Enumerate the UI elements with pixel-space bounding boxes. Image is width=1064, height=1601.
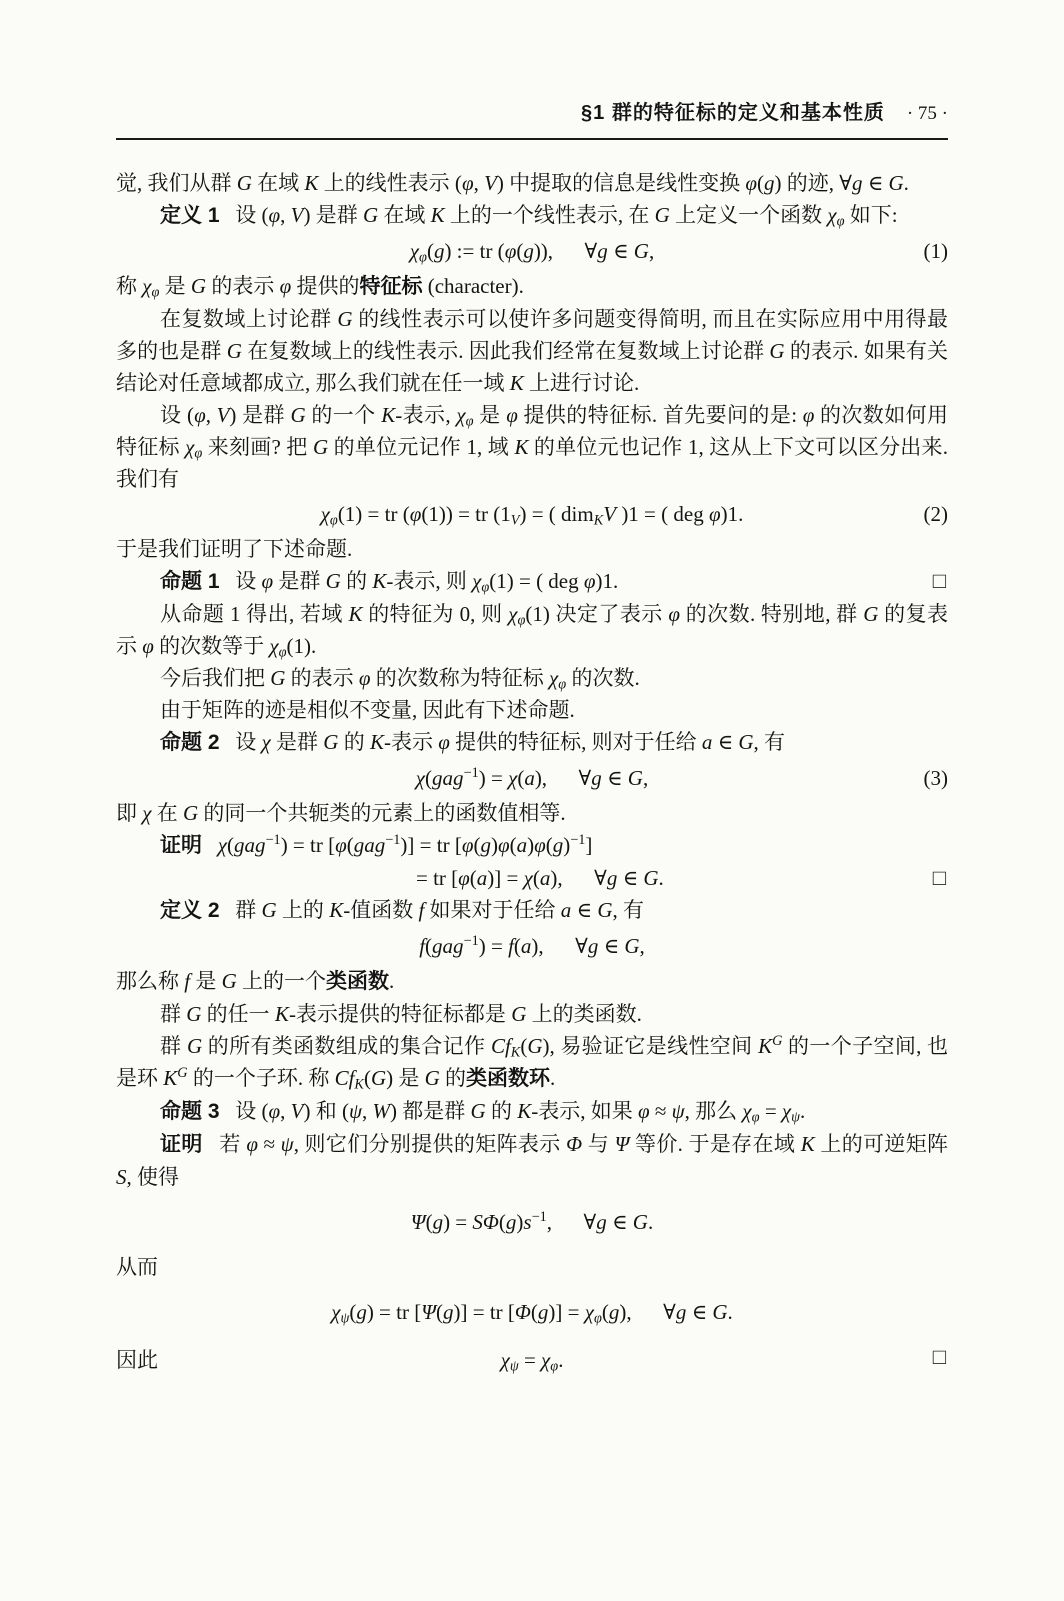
display-equation — [116, 495, 948, 533]
paragraph-text: 觉, 我们从群 G 在域 K 上的线性表示 (φ, V) 中提取的信息是线性变换 φ(g) 的迹, ∀g ∈ G. — [116, 171, 909, 195]
paragraph — [116, 399, 948, 495]
paragraph — [116, 270, 948, 303]
equation-content: f(gag$^{-1}$) = f(a), ∀g ∈ G, — [419, 933, 645, 958]
paragraph — [116, 797, 948, 829]
paragraph — [116, 965, 948, 998]
equation-content: $\chi_\psi(g)$ = tr [Ψ(g)] = tr $[\Phi(g)] = \chi_\varphi(g)$, ∀g ∈ G. — [331, 1300, 733, 1327]
paragraph-text: 在复数域上讨论群 G 的线性表示可以使许多问题变得简明, 而且在实际应用中用得最多的也是群 G 在复数域上的线性表示. 因此我们经常在复数域上讨论群 G 的表示. 如果有关结论对任意域都成立, 那么我们就在任一域 K 上进行讨论. — [116, 307, 949, 395]
equation-content: $\chi_\varphi(1)$ = tr (φ(1)) = tr $(1_V)$ = ( dim$_K$V )1 = ( deg φ)1. — [320, 502, 744, 529]
display-equation — [116, 759, 948, 797]
paragraph-text: 那么称 f 是 G 上的一个类函数. — [116, 969, 395, 993]
paragraph — [116, 829, 948, 862]
paragraph-text: 定义 1 设 (φ, V) 是群 G 在域 K 上的一个线性表示, 在 G 上定义一个函数 $\chi_\varphi$ 如下: — [160, 203, 898, 230]
display-equation — [116, 1293, 948, 1331]
equation-content: $\chi_\psi = \chi_\varphi$. — [500, 1348, 564, 1375]
paragraph — [116, 533, 948, 565]
paragraph-text: 从而 — [116, 1255, 158, 1279]
page-content — [116, 96, 948, 1379]
display-equation — [116, 232, 948, 270]
page-body — [116, 167, 948, 1379]
section-title: §1 群的特征标的定义和基本性质 — [581, 102, 885, 124]
paragraph — [116, 694, 948, 726]
paragraph-text: 证明 χ(gag$^{-1}$) = tr [φ(gag$^{-1}$)] = tr $[\varphi(g)\varphi(a)\varphi(g)^{-1}]$ — [160, 832, 593, 857]
paragraph-text: 命题 3 设 (φ, V) 和 (ψ, W) 都是群 G 的 K-表示, 如果 φ ≈ ψ, 那么 $\chi_\varphi = \chi_\psi$. — [160, 1099, 806, 1126]
paragraph — [116, 1095, 948, 1128]
paragraph — [116, 1030, 948, 1095]
paragraph — [116, 565, 948, 598]
paragraph — [116, 598, 948, 662]
paragraph-text: 群 G 的所有类函数组成的集合记作 $Cf_K(G)$, 易验证它是线性空间 $K^G$ 的一个子空间, 也是环 $K^G$ 的一个子环. 称 $Cf_K(G)$ 是 G 的类函数环. — [116, 1033, 949, 1093]
paragraph — [116, 303, 948, 399]
equation-content: $\Psi(g) = S\Phi(g)s^{-1}$, ∀g ∈ G. — [410, 1209, 654, 1234]
paragraph-text: 于是我们证明了下述命题. — [116, 537, 353, 561]
equation-content: χ(gag$^{-1}$) = χ(a), ∀g ∈ G, — [415, 765, 649, 790]
paragraph — [116, 1251, 948, 1283]
qed-tombstone-icon: □ — [932, 865, 946, 890]
book-page — [0, 96, 1064, 1601]
paragraph-text: 证明 若 φ ≈ ψ, 则它们分别提供的矩阵表示 Φ 与 Ψ 等价. 于是存在域 K 上的可逆矩阵 S, 使得 — [116, 1132, 949, 1189]
paragraph — [116, 726, 948, 759]
paragraph-text: 即 χ 在 G 的同一个共轭类的元素上的函数值相等. — [116, 801, 566, 825]
equation-number: (1) — [923, 239, 948, 263]
paragraph-text: 称 $\chi_\varphi$ 是 G 的表示 φ 提供的特征标 (character). — [116, 274, 524, 301]
paragraph — [116, 894, 948, 927]
paragraph — [116, 1128, 948, 1193]
paragraph — [116, 998, 948, 1030]
paragraph — [116, 662, 948, 694]
paragraph-text: 群 G 的任一 K-表示提供的特征标都是 G 上的类函数. — [160, 1002, 642, 1026]
paragraph-text: 定义 2 群 G 上的 K-值函数 f 如果对于任给 a ∈ G, 有 — [160, 898, 645, 922]
qed-tombstone-icon: □ — [932, 1344, 946, 1369]
paragraph-text: 由于矩阵的迹是相似不变量, 因此有下述命题. — [160, 698, 575, 722]
page-number: · 75 · — [906, 103, 948, 124]
equation-content: $\chi_\varphi(g)$ := tr (φ(g)), ∀g ∈ G, — [409, 239, 655, 266]
paragraph-text: 命题 2 设 χ 是群 G 的 K-表示 φ 提供的特征标, 则对于任给 a ∈ G, 有 — [160, 730, 786, 754]
display-equation — [116, 927, 948, 965]
paragraph — [116, 167, 948, 199]
equation-number: (2) — [923, 502, 948, 526]
paragraph — [416, 862, 948, 894]
paragraph-text: 从命题 1 得出, 若域 K 的特征为 0, 则 $\chi_\varphi(1)$ 决定了表示 φ 的次数. 特别地, 群 G 的复表示 φ 的次数等于 $\chi_\varphi(1)$. — [116, 602, 949, 661]
display-equation — [116, 1341, 948, 1379]
paragraph-text: = tr [φ(a)] = χ(a), ∀g ∈ G. — [416, 866, 664, 890]
paragraph — [116, 199, 948, 232]
equation-number: (3) — [923, 766, 948, 790]
display-equation — [116, 1203, 948, 1241]
equation-lead-label: 因此 — [116, 1348, 158, 1372]
running-head — [116, 96, 948, 140]
paragraph-text: 今后我们把 G 的表示 φ 的次数称为特征标 $\chi_\varphi$ 的次数. — [160, 666, 640, 693]
qed-tombstone-icon: □ — [932, 568, 946, 593]
paragraph-text: 设 (φ, V) 是群 G 的一个 K-表示, $\chi_\varphi$ 是 φ 提供的特征标. 首先要问的是: φ 的次数如何用特征标 $\chi_\varphi$ 来刻画? 把 G 的单位元记作 1, 域 K 的单位元也记作 1, 这从上下文可以区分出来. 我们有 — [116, 403, 949, 491]
paragraph-text: 命题 1 设 φ 是群 G 的 K-表示, 则 $\chi_\varphi(1)$ = ( deg φ)1. — [160, 569, 619, 596]
